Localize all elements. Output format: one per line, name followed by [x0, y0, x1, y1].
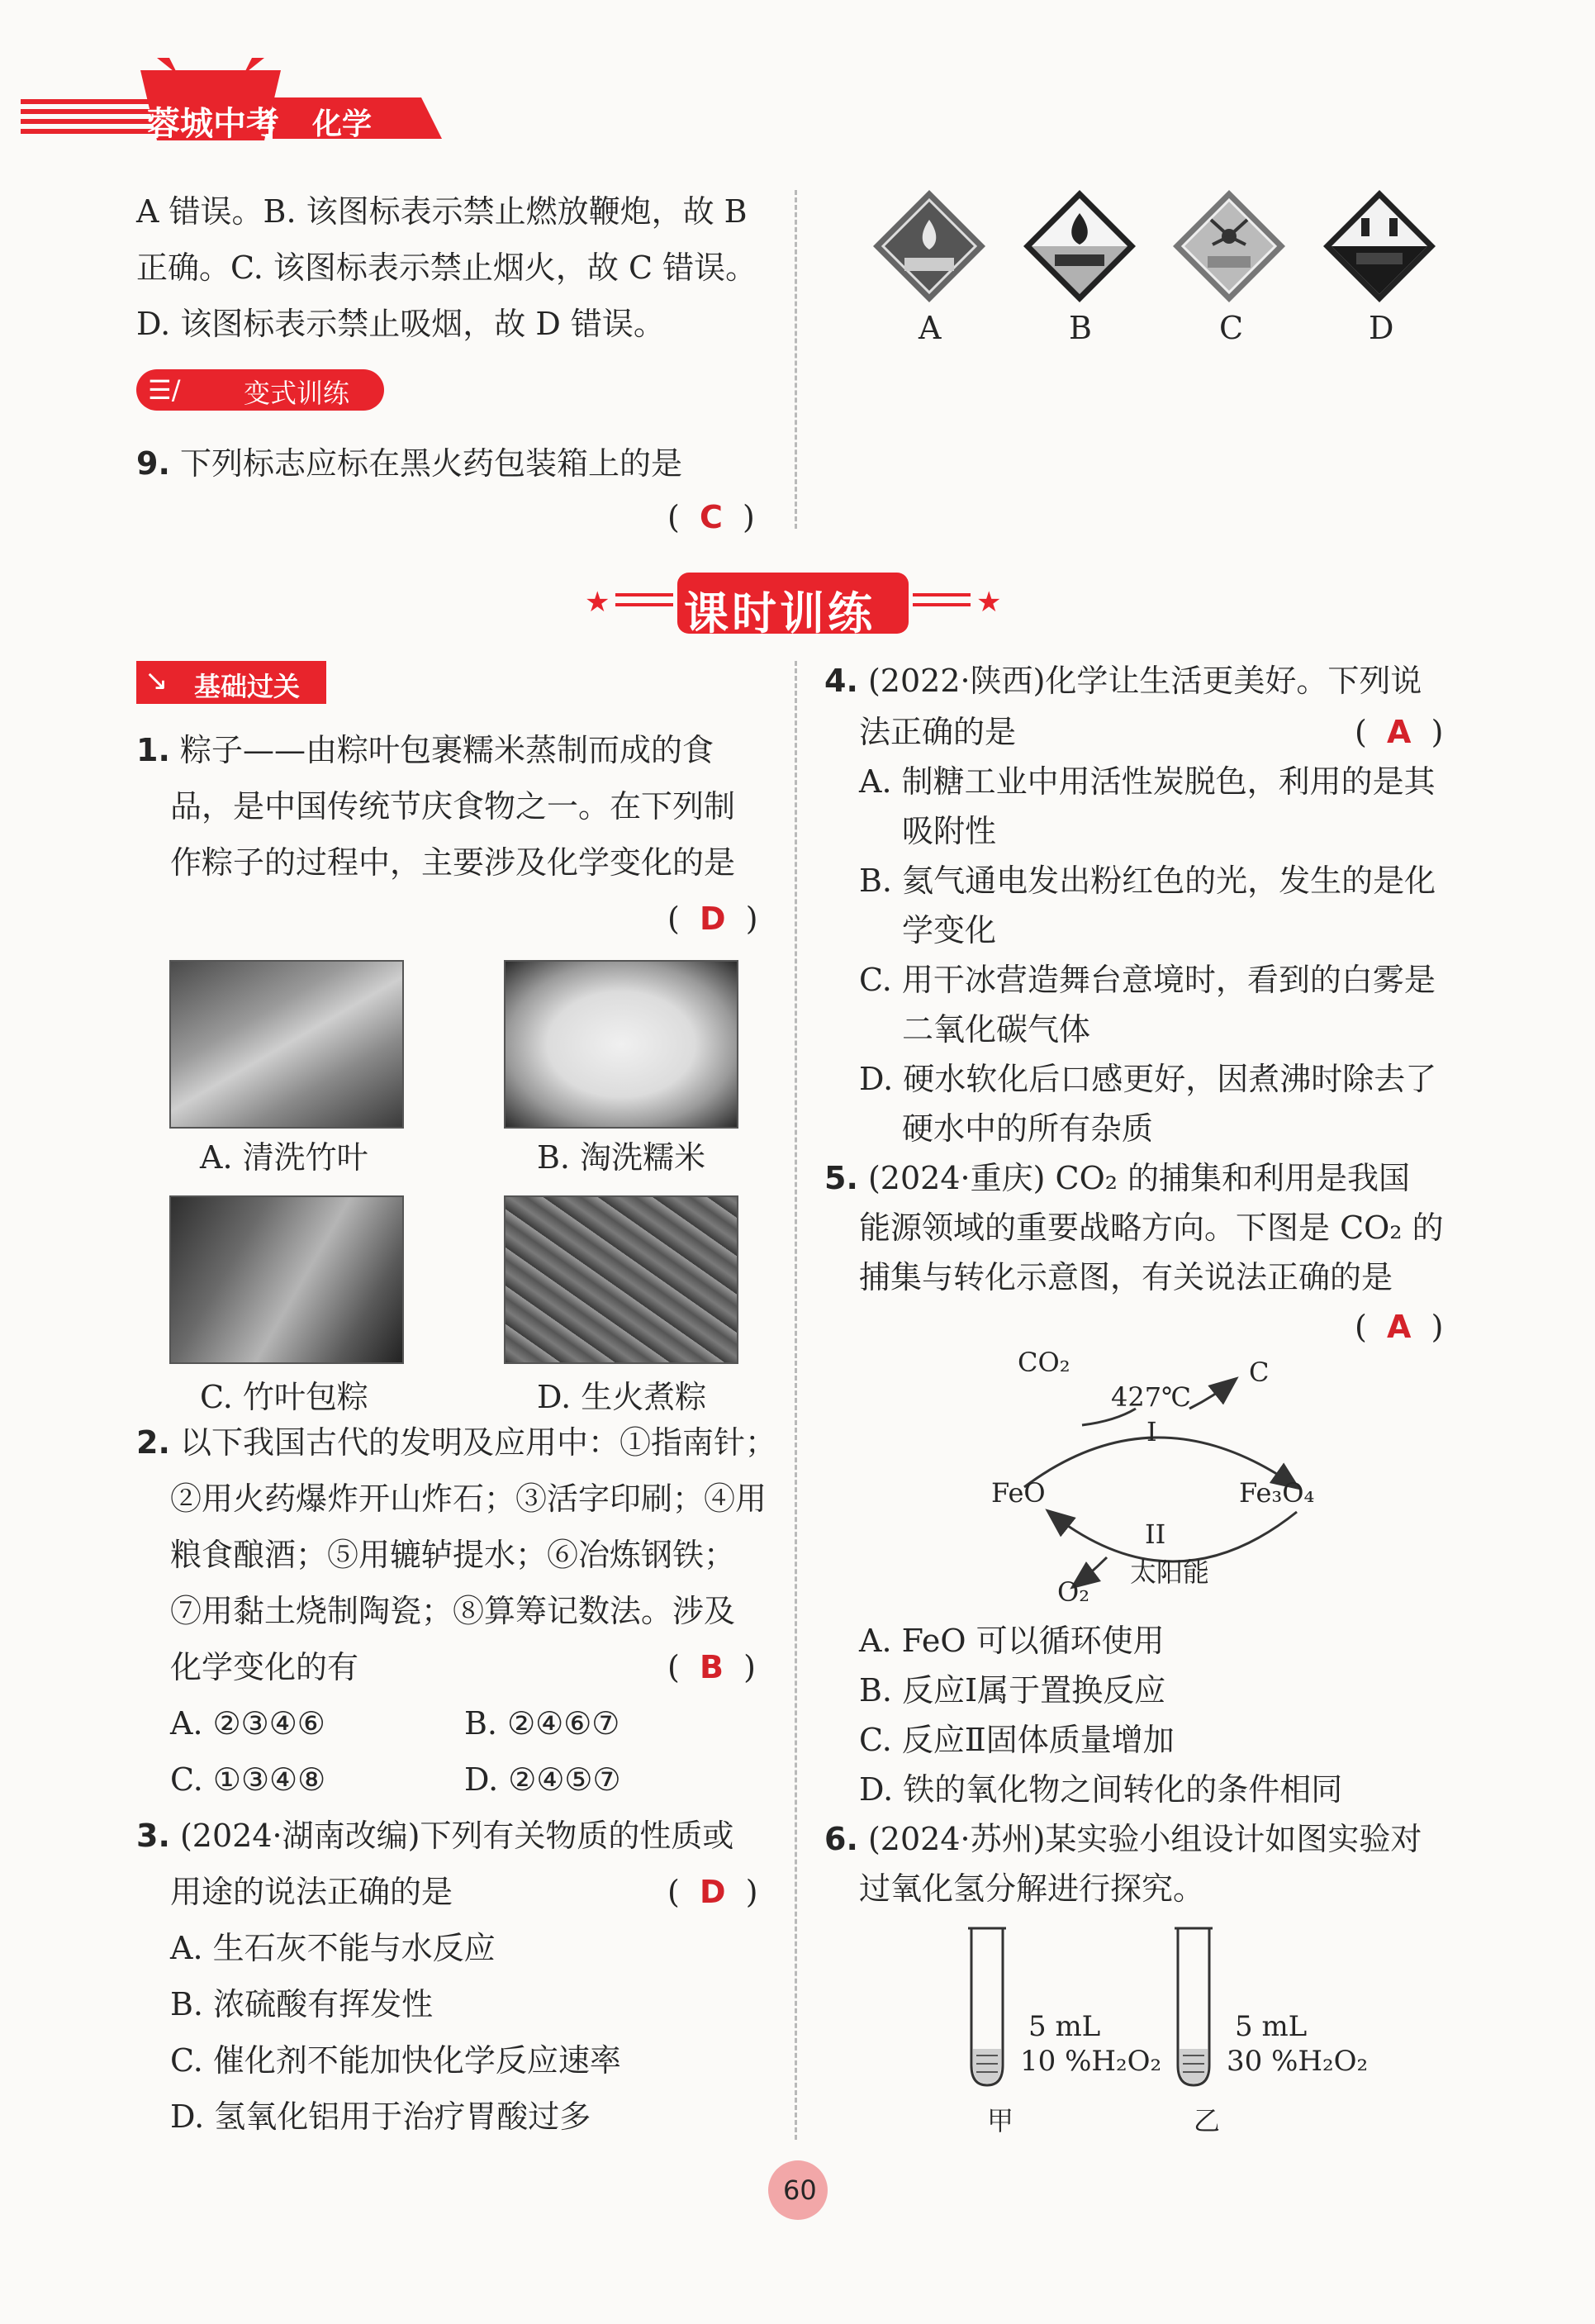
sign-label-c: C [1219, 310, 1244, 346]
q1-line-1 [136, 722, 714, 778]
q1-answer-letter: D [699, 901, 726, 937]
q4-answer: ( A ) [1355, 714, 1444, 750]
q9-number: 9. [136, 445, 170, 482]
hazard-sign-a [871, 188, 987, 304]
photo-boiling-zongzi [504, 1195, 738, 1364]
q3-answer-letter: D [699, 1874, 726, 1910]
hazard-sign-c [1171, 188, 1287, 304]
q4-number: 4. [824, 663, 858, 699]
q1-caption-c: C. 竹叶包粽 [200, 1379, 368, 1415]
q2-answer: ( B ) [667, 1649, 756, 1685]
diagram-c: C [1249, 1357, 1270, 1388]
q5-line-1 [824, 1150, 1410, 1206]
test-tube-1 [966, 1925, 1008, 2090]
q1-caption-d: D. 生火煮粽 [537, 1379, 707, 1415]
book-icon: ☰/ [148, 374, 181, 406]
q4-option-c-1: C. 用干冰营造舞台意境时，看到的白雾是 [859, 962, 1436, 998]
test-tube-icon [966, 1925, 1008, 2090]
section-title: 课时训练 [684, 587, 876, 639]
q9-answer-letter: C [699, 499, 723, 535]
arrow-down-right-icon: ↘ [145, 664, 169, 697]
q5-answer-letter: A [1386, 1309, 1412, 1345]
q9-answer: ( C ) [667, 499, 755, 535]
diagram-o2: O₂ [1057, 1576, 1090, 1608]
svg-text:★: ★ [585, 586, 610, 619]
q3-number: 3. [136, 1818, 170, 1854]
svg-text:★: ★ [976, 586, 1002, 619]
q3-option-b: B. 浓硫酸有挥发性 [170, 1986, 434, 2022]
q6-line-2: 过氧化氢分解进行探究。 [859, 1870, 1205, 1907]
q1-line-3: 作粽子的过程中，主要涉及化学变化的是 [170, 844, 736, 881]
sign-label-a: A [919, 310, 942, 346]
tube-1-volume: 5 mL [1028, 2010, 1101, 2043]
q2-option-b: B. ②④⑥⑦ [464, 1705, 620, 1742]
explanation-line-3: D. 该图标表示禁止吸烟，故 D 错误。 [136, 306, 665, 342]
q3-option-c: C. 催化剂不能加快化学反应速率 [170, 2042, 621, 2079]
q5-line-3: 捕集与转化示意图，有关说法正确的是 [859, 1259, 1393, 1295]
page-number: 60 [783, 2174, 817, 2206]
q2-stem-1: 以下我国古代的发明及应用中：①指南针； [179, 1424, 776, 1461]
diagram-reaction-1: I [1146, 1416, 1157, 1447]
header-brand: 蓉城中考 [147, 105, 279, 143]
q2-line-2: ②用火药爆炸开山炸石；③活字印刷；④用 [170, 1480, 767, 1517]
q1-stem-1: 粽子——由粽叶包裹糯米蒸制而成的食 [179, 732, 714, 768]
column-divider-main [795, 661, 797, 2140]
q9-stem: 下列标志应标在黑火药包装箱上的是 [179, 445, 682, 482]
test-tube-2 [1173, 1925, 1214, 2090]
explosive-icon [1171, 188, 1287, 304]
q2-line-3: 粮食酿酒；⑤用辘轳提水；⑥冶炼钢铁； [170, 1537, 736, 1573]
q4-line-2: 法正确的是 [859, 714, 1017, 750]
q4-answer-letter: A [1386, 714, 1412, 750]
variant-training-badge [136, 369, 384, 411]
basic-level-badge [136, 661, 326, 704]
hazard-sign-b [1022, 188, 1137, 304]
q3-line-1 [136, 1808, 733, 1864]
corrosive-icon [1322, 188, 1437, 304]
q5-option-a: A. FeO 可以循环使用 [859, 1623, 1165, 1659]
q2-line-1 [136, 1414, 776, 1471]
test-tube-icon [1173, 1925, 1214, 2090]
q2-answer-letter: B [699, 1649, 724, 1685]
q3-line-2: 用途的说法正确的是 [170, 1874, 453, 1910]
column-divider-top [795, 190, 797, 529]
q3-stem-1: (2024·湖南改编)下列有关物质的性质或 [179, 1818, 734, 1854]
q4-option-a-1: A. 制糖工业中用活性炭脱色，利用的是其 [859, 763, 1436, 800]
q2-line-5: 化学变化的有 [170, 1649, 359, 1685]
tube-2-concentration: 30 %H₂O₂ [1227, 2045, 1369, 2078]
diagram-solar-energy: 太阳能 [1130, 1556, 1210, 1588]
q6-line-1 [824, 1811, 1422, 1867]
tube-1-label: 甲 [987, 2105, 1014, 2136]
q3-option-a: A. 生石灰不能与水反应 [170, 1930, 496, 1966]
q1-answer: ( D ) [667, 901, 758, 937]
photo-washing-rice [504, 960, 738, 1129]
q1-caption-a: A. 清洗竹叶 [200, 1139, 368, 1176]
q6-number: 6. [824, 1821, 858, 1857]
q4-option-d-1: D. 硬水软化后口感更好，因煮沸时除去了 [859, 1061, 1437, 1097]
q4-option-d-2: 硬水中的所有杂质 [902, 1110, 1154, 1147]
q1-number: 1. [136, 732, 170, 768]
basic-level-label: 基础过关 [194, 671, 301, 702]
q5-answer: ( A ) [1355, 1309, 1444, 1345]
q5-line-2: 能源领域的重要战略方向。下图是 CO₂ 的 [859, 1210, 1444, 1246]
tube-1-concentration: 10 %H₂O₂ [1020, 2045, 1162, 2078]
photo-washing-leaves [169, 960, 404, 1129]
co2-conversion-diagram [991, 1347, 1338, 1611]
variant-training-label: 变式训练 [244, 378, 350, 409]
sign-label-d: D [1369, 310, 1394, 346]
hazard-sign-d [1322, 188, 1437, 304]
photo-wrapping-zongzi [169, 1195, 404, 1364]
diagram-feo: FeO [991, 1477, 1046, 1509]
q1-line-2: 品，是中国传统节庆食物之一。在下列制 [170, 788, 736, 825]
q2-option-d: D. ②④⑤⑦ [464, 1761, 621, 1798]
q3-option-d: D. 氢氧化铝用于治疗胃酸过多 [170, 2098, 591, 2135]
diagram-temperature: 427℃ [1111, 1381, 1191, 1413]
diagram-reaction-2: II [1145, 1518, 1166, 1550]
q4-stem-1: (2022·陕西)化学让生活更美好。下列说 [867, 663, 1422, 699]
q2-line-4: ⑦用黏土烧制陶瓷；⑧算筹记数法。涉及 [170, 1593, 736, 1629]
q4-option-c-2: 二氧化碳气体 [902, 1011, 1091, 1048]
q5-stem-1: (2024·重庆) CO₂ 的捕集和利用是我国 [867, 1160, 1411, 1196]
q5-option-b: B. 反应Ⅰ属于置换反应 [859, 1672, 1166, 1709]
q5-option-c: C. 反应Ⅱ固体质量增加 [859, 1722, 1175, 1758]
header-subject: 化学 [312, 107, 373, 141]
q9-text [136, 435, 682, 492]
diagram-co2: CO₂ [1018, 1347, 1070, 1378]
q5-option-d: D. 铁的氧化物之间转化的条件相同 [859, 1771, 1343, 1808]
q1-caption-b: B. 淘洗糯米 [537, 1139, 706, 1176]
q6-stem-1: (2024·苏州)某实验小组设计如图实验对 [867, 1821, 1422, 1857]
q2-number: 2. [136, 1424, 170, 1461]
diagram-fe3o4: Fe₃O₄ [1239, 1477, 1315, 1509]
q2-option-a: A. ②③④⑥ [170, 1705, 325, 1742]
tube-2-volume: 5 mL [1235, 2010, 1308, 2043]
page-number-badge [768, 2160, 828, 2220]
sign-label-b: B [1069, 310, 1092, 346]
tube-2-label: 乙 [1194, 2105, 1221, 2136]
q4-option-b-1: B. 氦气通电发出粉红色的光，发生的是化 [859, 863, 1436, 899]
spontaneous-combustion-icon [1022, 188, 1137, 304]
explanation-line-2: 正确。C. 该图标表示禁止烟火，故 C 错误。 [136, 250, 757, 286]
q2-option-c: C. ①③④⑧ [170, 1761, 326, 1798]
explanation-line-1: A 错误。B. 该图标表示禁止燃放鞭炮，故 B [136, 193, 748, 230]
q3-answer: ( D ) [667, 1874, 758, 1910]
q4-option-b-2: 学变化 [902, 912, 997, 948]
q5-number: 5. [824, 1160, 858, 1196]
q4-option-a-2: 吸附性 [902, 813, 997, 849]
flammable-gas-icon [871, 188, 987, 304]
q4-line-1 [824, 653, 1422, 709]
